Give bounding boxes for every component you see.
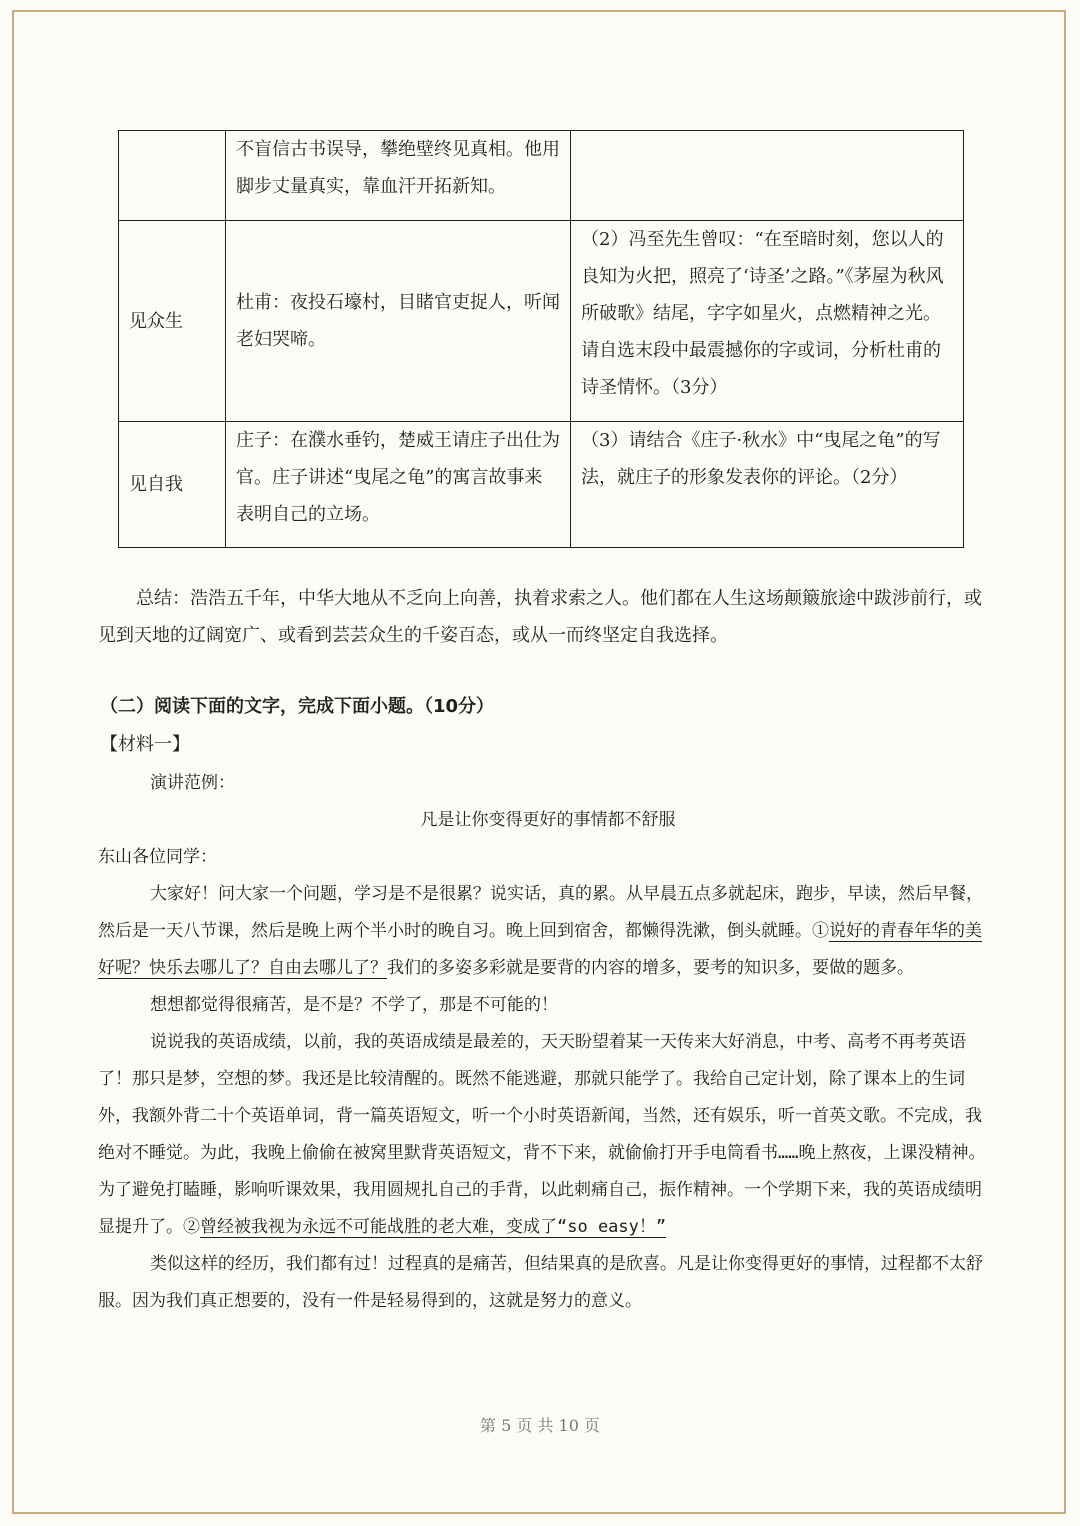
paragraph-text: 大家好！问大家一个问题，学习是不是很累？说实话，真的累。从早晨五点多就起床，跑步，早读，然后早餐，然后是一天八节课，然后是晚上两个半小时的晚自习。晚上回到宿舍，都懒得洗漱，倒头就睡。 [98, 884, 983, 941]
paragraph-text: 我们的多姿多彩就是要背的内容的增多，要考的知识多，要做的题多。 [387, 958, 914, 978]
marker-1: ① [812, 921, 829, 941]
summary-paragraph: 总结：浩浩五千年，中华大地从不乏向上向善，执着求索之人。他们都在人生这场颠簸旅途中跋涉前行，或见到天地的辽阔宽广、或看到芸芸众生的千姿百态，或从一而终坚定自我选择。 [98, 588, 982, 646]
speech-paragraph [98, 876, 998, 987]
table-row [119, 131, 964, 221]
section-title: （二）阅读下面的文字，完成下面小题。（10分） [100, 696, 495, 717]
underlined-sentence-2: 曾经被我视为永远不可能战胜的老大难，变成了“so easy！” [200, 1217, 667, 1237]
material-label: 【材料一】 [100, 734, 190, 755]
speech-salutation: 东山各位同学： [98, 847, 217, 867]
material-cell: 庄子：在濮水垂钓，楚威王请庄子出仕为官。庄子讲述“曳尾之龟”的寓言故事来表明自己的立场。 [226, 422, 571, 548]
question-cell: （3）请结合《庄子·秋水》中“曳尾之龟”的写法，就庄子的形象发表你的评论。（2分） [571, 422, 964, 548]
material-cell: 不盲信古书误导，攀绝壁终见真相。他用脚步丈量真实，靠血汗开拓新知。 [226, 131, 571, 221]
underlined-sentence-1: 说好的青春年华的美好呢？快乐去哪儿了？自由去哪儿了？ [98, 921, 982, 978]
question-cell [571, 131, 964, 221]
speech-intro: 演讲范例： [150, 773, 235, 793]
question-table [118, 130, 964, 548]
speech-paragraph: 想想都觉得很痛苦，是不是？不学了，那是不可能的！ [150, 995, 558, 1015]
category-cell [119, 131, 226, 221]
table-row [119, 221, 964, 422]
table-row [119, 422, 964, 548]
category-cell: 见自我 [119, 422, 226, 548]
speech-paragraph: 类似这样的经历，我们都有过！过程真的是痛苦，但结果真的是欣喜。凡是让你变得更好的事情，过程都不太舒服。因为我们真正想要的，没有一件是轻易得到的，这就是努力的意义。 [98, 1254, 983, 1311]
speech-title: 凡是让你变得更好的事情都不舒服 [420, 810, 676, 830]
speech-text [98, 765, 998, 1320]
question-cell: （2）冯至先生曾叹：“在至暗时刻，您以人的良知为火把，照亮了‘诗圣’之路。”《茅屋为秋风所破歌》结尾，字字如星火，点燃精神之光。请自选末段中最震撼你的字或词，分析杜甫的诗圣情怀。（3分） [571, 221, 964, 422]
page-number: 第 5 页 共 10 页 [480, 1416, 600, 1435]
speech-paragraph [98, 1024, 998, 1246]
material-cell: 杜甫：夜投石壕村，目睹官吏捉人，听闻老妇哭啼。 [226, 221, 571, 422]
marker-2: ② [183, 1217, 200, 1237]
category-cell: 见众生 [119, 221, 226, 422]
paragraph-text: 说说我的英语成绩，以前，我的英语成绩是最差的，天天盼望着某一天传来大好消息，中考、高考不再考英语了！那只是梦，空想的梦。我还是比较清醒的。既然不能逃避，那就只能学了。我给自己定计划，除了课本上的生词外，我额外背二十个英语单词，背一篇英语短文，听一个小时英语新闻，当然，还有娱乐，听一首英文歌。不完成，我绝对不睡觉。为此，我晚上偷偷在被窝里默背英语短文，背不下来，就偷偷打开手电筒看书……晚上熬夜，上课没精神。为了避免打瞌睡，影响听课效果，我用圆规扎自己的手背，以此刺痛自己，振作精神。一个学期下来，我的英语成绩明显提升了。 [98, 1032, 986, 1237]
